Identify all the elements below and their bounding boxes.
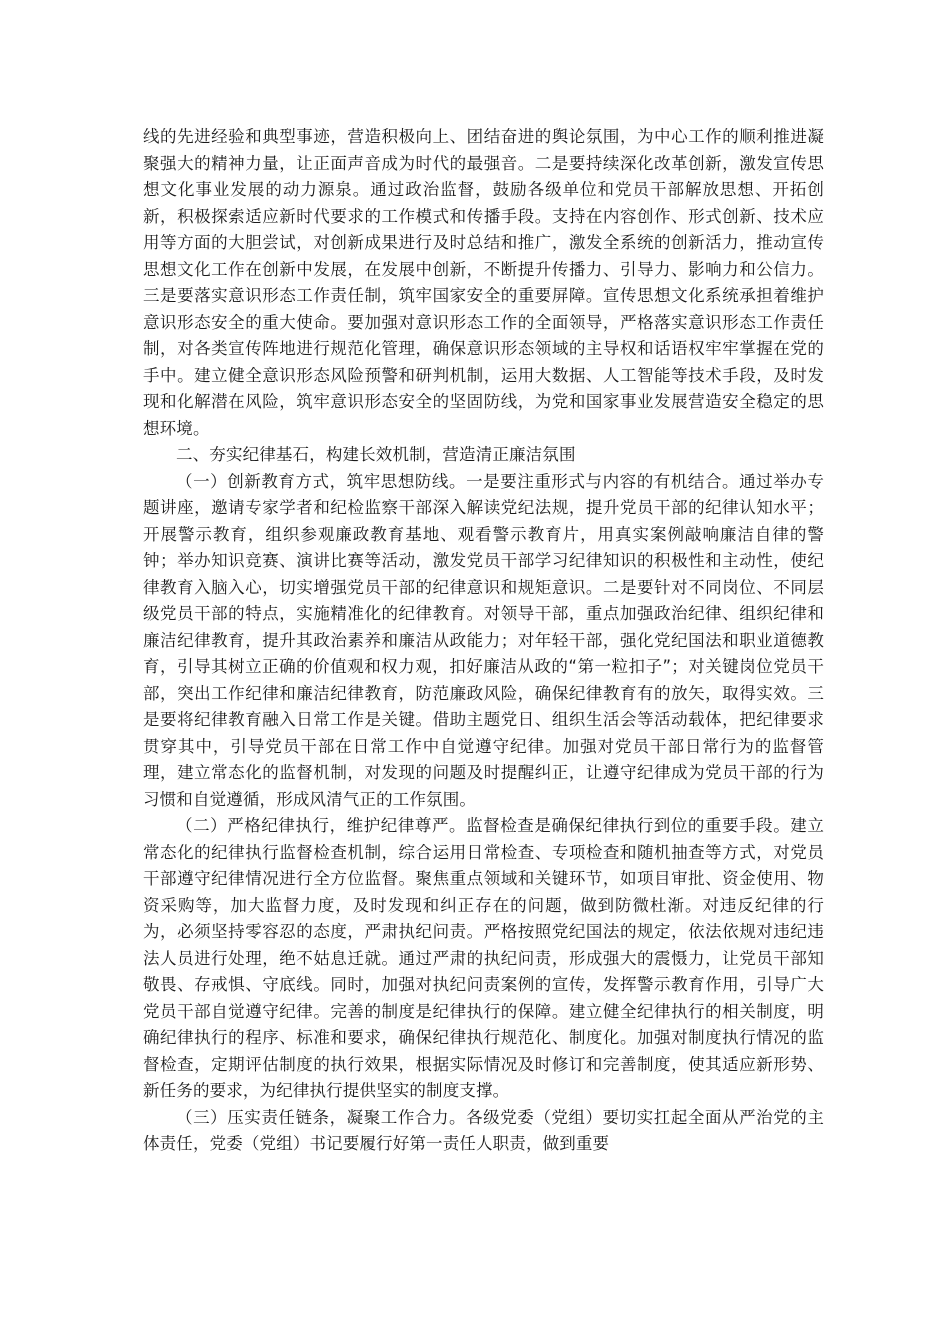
paragraph-subsection-1: （一）创新教育方式，筑牢思想防线。一是要注重形式与内容的有机结合。通过举办专题讲座，邀请专家学者和纪检监察干部深入解读党纪法规，提升党员干部的纪律认知水平；开展警示教育，组织参观廉政教育基地、观看警示教育片，用真实案例敲响廉洁自律的警钟；举办知识竞赛、演讲比赛等活动，激发党员干部学习纪律知识的积极性和主动性，使纪律教育入脑入心，切实增强党员干部的纪律意识和规矩意识。二是要针对不同岗位、不同层级党员干部的特点，实施精准化的纪律教育。对领导干部，重点加强政治纪律、组织纪律和廉洁纪律教育，提升其政治素养和廉洁从政能力；对年轻干部，强化党纪国法和职业道德教育，引导其树立正确的价值观和权力观，扣好廉洁从政的“第一粒扣子”；对关键岗位党员干部，突出工作纪律和廉洁纪律教育，防范廉政风险，确保纪律教育有的放矢，取得实效。三是要将纪律教育融入日常工作是关键。借助主题党日、组织生活会等活动载体，把纪律要求贯穿其中，引导党员干部在日常工作中自觉遵守纪律。加强对党员干部日常行为的监督管理，建立常态化的监督机制，对发现的问题及时提醒纠正，让遵守纪律成为党员干部的行为习惯和自觉遵循，形成风清气正的工作氛围。: [143, 471, 824, 809]
paragraph-subsection-2: （二）严格纪律执行，维护纪律尊严。监督检查是确保纪律执行到位的重要手段。建立常态化的纪律执行监督检查机制，综合运用日常检查、专项检查和随机抽查等方式，对党员干部遵守纪律情况进行全方位监督。聚焦重点领域和关键环节，如项目审批、资金使用、物资采购等，加大监督力度，及时发现和纠正存在的问题，做到防微杜渐。对违反纪律的行为，必须坚持零容忍的态度，严肃执纪问责。严格按照党纪国法的规定，依法依规对违纪违法人员进行处理，绝不姑息迁就。通过严肃的执纪问责，形成强大的震慑力，让党员干部知敬畏、存戒惧、守底线。同时，加强对执纪问责案例的宣传，发挥警示教育作用，引导广大党员干部自觉遵守纪律。完善的制度是纪律执行的保障。建立健全纪律执行的相关制度，明确纪律执行的程序、标准和要求，确保纪律执行规范化、制度化。加强对制度执行情况的监督检查，定期评估制度的执行效果，根据实际情况及时修订和完善制度，使其适应新形势、新任务的要求，为纪律执行提供坚实的制度支撑。: [143, 816, 824, 1100]
section-heading-2: 二、夯实纪律基石，构建长效机制，营造清正廉洁氛围: [176, 445, 576, 464]
document-body: [143, 124, 824, 1158]
paragraph-subsection-3: （三）压实责任链条，凝聚工作合力。各级党委（党组）要切实扛起全面从严治党的主体责任，党委（党组）书记要履行好第一责任人职责，做到重要: [143, 1107, 824, 1153]
paragraph-continuation: 线的先进经验和典型事迹，营造积极向上、团结奋进的舆论氛围，为中心工作的顺利推进凝聚强大的精神力量，让正面声音成为时代的最强音。二是要持续深化改革创新，激发宣传思想文化事业发展的动力源泉。通过政治监督，鼓励各级单位和党员干部解放思想、开拓创新，积极探索适应新时代要求的工作模式和传播手段。支持在内容创作、形式创新、技术应用等方面的大胆尝试，对创新成果进行及时总结和推广，激发全系统的创新活力，推动宣传思想文化工作在创新中发展，在发展中创新，不断提升传播力、引导力、影响力和公信力。三是要落实意识形态工作责任制，筑牢国家安全的重要屏障。宣传思想文化系统承担着维护意识形态安全的重大使命。要加强对意识形态工作的全面领导，严格落实意识形态工作责任制，对各类宣传阵地进行规范化管理，确保意识形态领域的主导权和话语权牢牢掌握在党的手中。建立健全意识形态风险预警和研判机制，运用大数据、人工智能等技术手段，及时发现和化解潜在风险，筑牢意识形态安全的坚固防线，为党和国家事业发展营造安全稳定的思想环境。: [143, 127, 824, 438]
